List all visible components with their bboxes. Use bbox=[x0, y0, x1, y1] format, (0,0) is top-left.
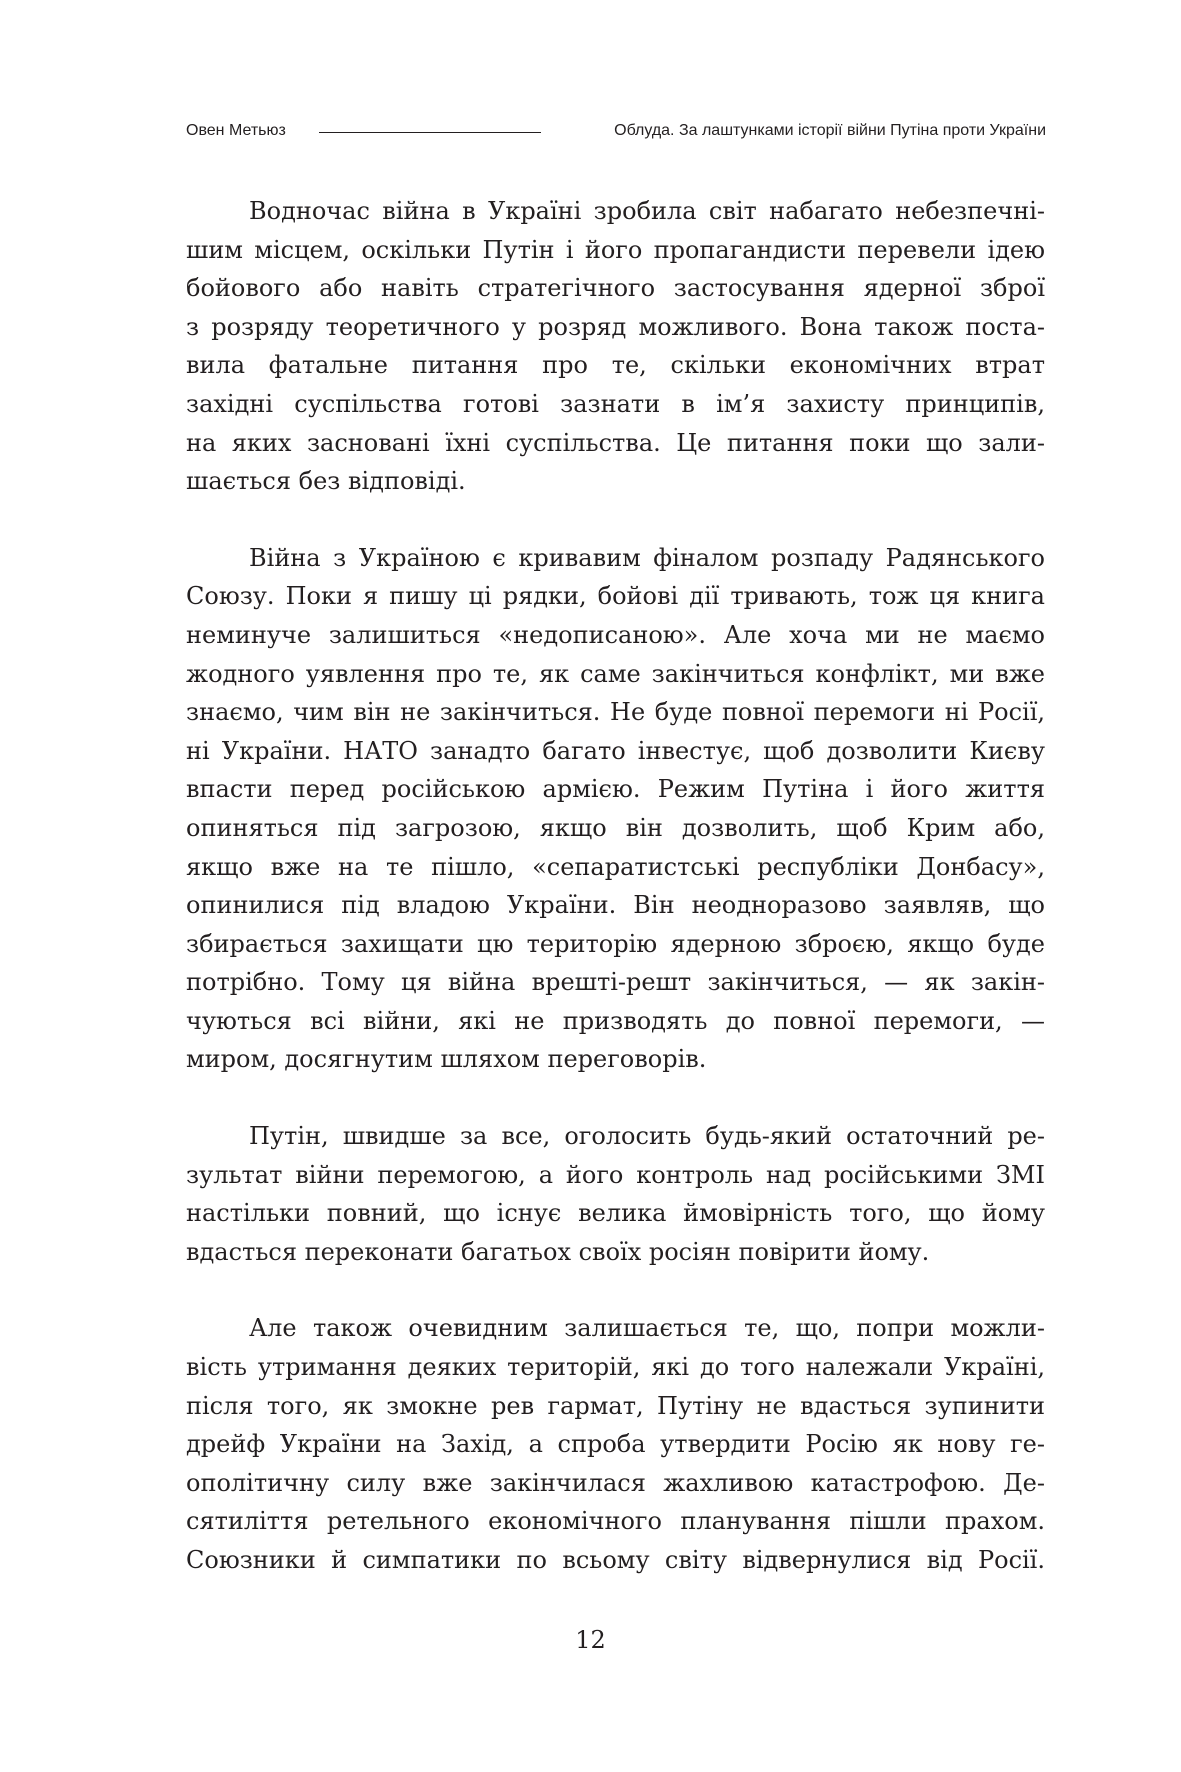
text-line: після того, як змокне рев гармат, Путіну не вдасться зупинити bbox=[186, 1391, 1045, 1420]
text-line: дрейф України на Захід, а спроба утвердити Росію як нову ге- bbox=[186, 1430, 1045, 1459]
paragraph bbox=[186, 539, 1045, 1079]
text-line: шається без відповіді. bbox=[186, 467, 466, 496]
text-line: якщо вже на те пішло, «сепаратистські республіки Донбасу», bbox=[186, 852, 1045, 881]
text-line: Війна з Україною є кривавим фіналом розпаду Радянського bbox=[249, 543, 1045, 572]
text-line: Але також очевидним залишається те, що, попри можли- bbox=[249, 1314, 1045, 1343]
text-line: Союзники й симпатики по всьому світу відвернулися від Росії. bbox=[186, 1546, 1045, 1574]
text-line: ні України. НАТО занадто багато інвестує, щоб дозволити Києву bbox=[186, 736, 1045, 765]
paragraph bbox=[186, 192, 1045, 501]
running-head bbox=[186, 116, 1046, 146]
text-line: шим місцем, оскільки Путін і його пропагандисти перевели ідею bbox=[186, 235, 1045, 264]
paragraph-gap bbox=[186, 1079, 1045, 1117]
text-line: Водночас війна в Україні зробила світ набагато небезпечні- bbox=[249, 197, 1045, 225]
paragraph-gap bbox=[186, 501, 1045, 539]
text-line: сятиліття ретельного економічного планування пішли прахом. bbox=[186, 1507, 1045, 1536]
text-line: на яких засновані їхні суспільства. Це питання поки що зали- bbox=[186, 428, 1045, 457]
text-line: вила фатальне питання про те, скільки економічних втрат bbox=[186, 351, 1045, 380]
text-line: Путін, швидше за все, оголосить будь-який остаточний ре- bbox=[249, 1122, 1045, 1151]
text-line: неминуче залишиться «недописаною». Але хоча ми не маємо bbox=[186, 620, 1045, 649]
paragraph bbox=[186, 1309, 1045, 1579]
text-line: миром, досягнутим шляхом переговорів. bbox=[186, 1045, 707, 1074]
text-line: впасти перед російською армією. Режим Путіна і його життя bbox=[186, 775, 1045, 804]
running-head-book-title: Облуда. За лаштунками історії війни Путіна проти України bbox=[614, 122, 1046, 139]
text-line: збирається захищати цю територію ядерною зброєю, якщо буде bbox=[186, 929, 1045, 958]
text-line: бойового або навіть стратегічного застосування ядерної зброї bbox=[186, 274, 1045, 303]
text-line: потрібно. Тому ця війна врешті-решт закінчиться, — як закін- bbox=[186, 968, 1045, 997]
text-line: західні суспільства готові зазнати в ім’я захисту принципів, bbox=[186, 389, 1045, 418]
text-line: зультат війни перемогою, а його контроль над російськими ЗМІ bbox=[186, 1160, 1045, 1189]
text-line: вдасться переконати багатьох своїх росіян повірити йому. bbox=[186, 1237, 930, 1266]
running-head-rule bbox=[319, 132, 541, 133]
text-line: настільки повний, що існує велика ймовірність того, що йому bbox=[186, 1199, 1045, 1228]
text-line: ополітичну силу вже закінчилася жахливою катастрофою. Де- bbox=[186, 1468, 1045, 1497]
running-head-author: Овен Метьюз bbox=[186, 122, 286, 139]
paragraph bbox=[186, 1117, 1045, 1271]
text-line: знаємо, чим він не закінчиться. Не буде повної перемоги ні Росії, bbox=[186, 698, 1045, 727]
text-line: чуються всі війни, які не призводять до повної перемоги, — bbox=[186, 1006, 1045, 1035]
text-line: опинилися під владою України. Він неодноразово заявляв, що bbox=[186, 891, 1045, 920]
paragraph-gap bbox=[186, 1271, 1045, 1309]
text-line: вість утримання деяких територій, які до того належали Україні, bbox=[186, 1353, 1045, 1382]
text-line: Союзу. Поки я пишу ці рядки, бойові дії тривають, тож ця книга bbox=[186, 582, 1045, 611]
page-number: 12 bbox=[575, 1626, 606, 1654]
text-line: жодного уявлення про те, як саме закінчиться конфлікт, ми вже bbox=[186, 659, 1045, 688]
body-text bbox=[186, 192, 1045, 1580]
text-line: опиняться під загрозою, якщо він дозволить, щоб Крим або, bbox=[186, 813, 1045, 842]
text-line: з розряду теоретичного у розряд можливого. Вона також поста- bbox=[186, 312, 1045, 341]
